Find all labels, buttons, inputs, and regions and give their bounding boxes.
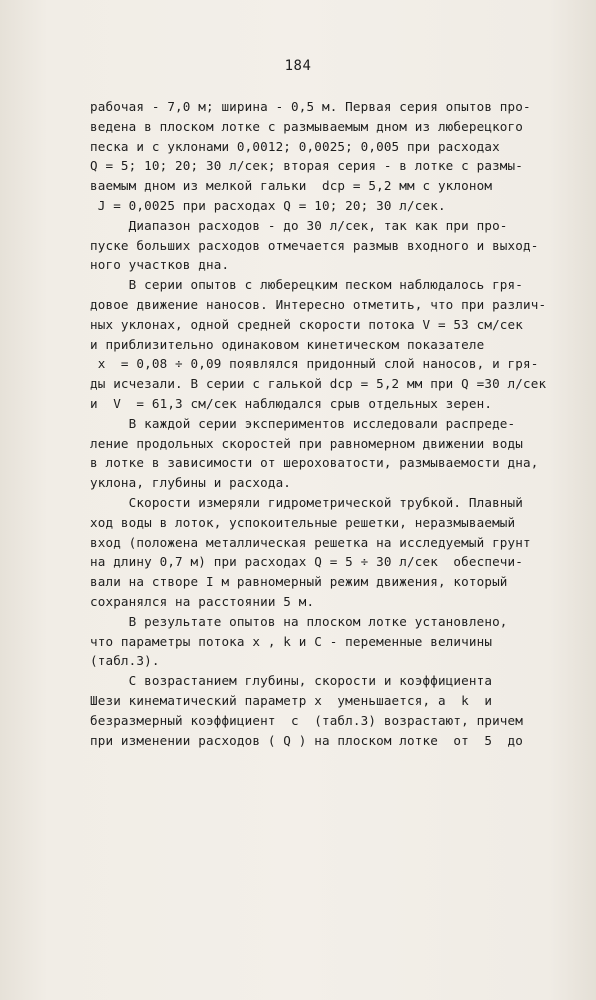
- text-line: x = 0,08 ÷ 0,09 появлялся придонный слой наносов, и гря-: [90, 356, 539, 372]
- text-line: вход (положена металлическая решетка на исследуемый грунт: [90, 534, 531, 550]
- page-number: 184: [284, 58, 312, 74]
- text-line: на длину 0,7 м) при расходах Q = 5 ÷ 30 л/сек обеспечи-: [90, 554, 523, 570]
- text-line: (табл.3).: [90, 653, 160, 669]
- text-line: В серии опытов с люберецким песком наблюдалось гря-: [90, 277, 523, 293]
- text-line: рабочая - 7,0 м; ширина - 0,5 м. Первая серия опытов про-: [90, 99, 531, 114]
- text-line: и V = 61,3 см/сек наблюдался срыв отдельных зерен.: [90, 395, 493, 411]
- text-line: вали на створе I м равномерный режим движения, который: [90, 574, 508, 590]
- text-line: ведена в плоском лотке с размываемым дном из люберецкого: [90, 118, 523, 134]
- text-line: безразмерный коэффициент c (табл.3) возрастают, причем: [90, 712, 523, 728]
- text-line: ды исчезали. В серии с галькой dср = 5,2 мм при Q =30 л/сек: [90, 376, 547, 392]
- text-line: песка и с уклонами 0,0012; 0,0025; 0,005 при расходах: [90, 138, 500, 154]
- text-line: сохранялся на расстоянии 5 м.: [90, 593, 315, 609]
- text-line: ваемым дном из мелкой гальки dср = 5,2 мм с уклоном: [90, 178, 493, 194]
- text-line: Q = 5; 10; 20; 30 л/сек; вторая серия - в лотке с размы-: [90, 158, 523, 174]
- text-line: В каждой серии экспериментов исследовали распреде-: [90, 415, 516, 431]
- text-line: что параметры потока x , k и C - переменные величины: [90, 633, 493, 649]
- text-line: при изменении расходов ( Q ) на плоском лотке от 5 до: [90, 732, 523, 748]
- text-line: Шези кинематический параметр x уменьшается, а k и: [90, 692, 493, 708]
- text-line: С возрастанием глубины, скорости и коэффициента: [90, 673, 493, 689]
- text-line: В результате опытов на плоском лотке установлено,: [90, 613, 508, 629]
- text-line: ление продольных скоростей при равномерном движении воды: [90, 435, 523, 451]
- body-text: [90, 97, 570, 750]
- text-line: Скорости измеряли гидрометрической трубкой. Плавный: [90, 494, 523, 510]
- text-line: в лотке в зависимости от шероховатости, размываемости дна,: [90, 455, 539, 471]
- text-line: ных уклонах, одной средней скорости потока V = 53 см/сек: [90, 316, 523, 332]
- text-line: ного участков дна.: [90, 257, 230, 273]
- text-line: и приблизительно одинаковом кинетическом показателе: [90, 336, 485, 352]
- text-line: пуске больших расходов отмечается размыв входного и выход-: [90, 237, 539, 253]
- text-line: ход воды в лоток, успокоительные решетки, неразмываемый: [90, 514, 516, 530]
- text-line: довое движение наносов. Интересно отметить, что при различ-: [90, 296, 547, 312]
- text-line: Диапазон расходов - до 30 л/сек, так как при про-: [90, 217, 508, 233]
- text-line: J = 0,0025 при расходах Q = 10; 20; 30 л/сек.: [90, 197, 446, 213]
- text-line: уклона, глубины и расхода.: [90, 475, 292, 491]
